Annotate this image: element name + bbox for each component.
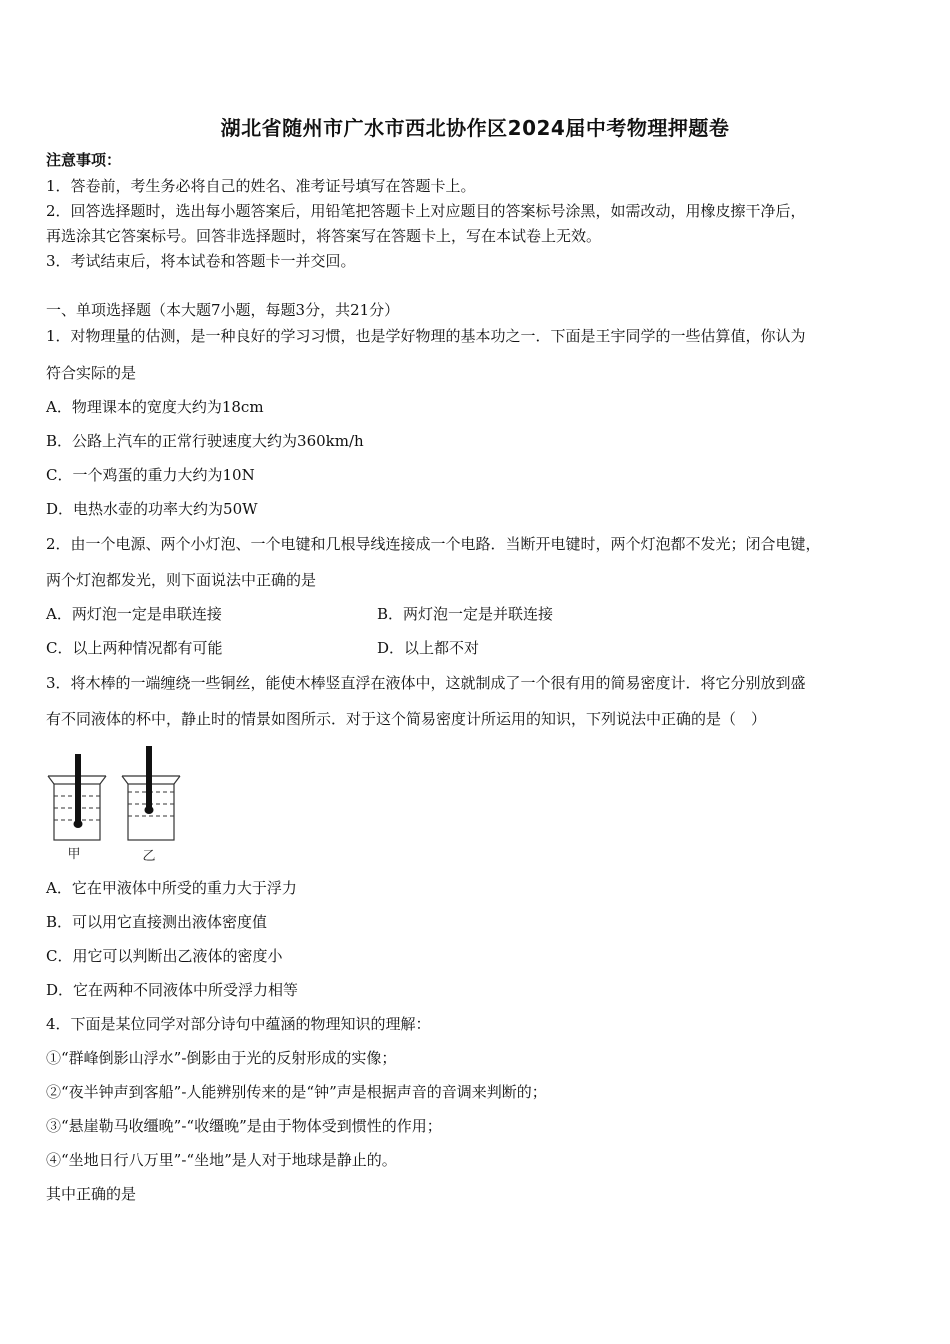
- q1-stem-line2: 符合实际的是: [46, 364, 137, 382]
- beaker-left: [48, 754, 106, 840]
- q4-item-1: ①“群峰倒影山浮水”-倒影由于光的反射形成的实像；: [46, 1049, 397, 1067]
- q2-stem-line1: 2．由一个电源、两个小灯泡、一个电键和几根导线连接成一个电路．当断开电键时，两个灯泡都不发光；闭合电键，: [46, 535, 821, 553]
- notice-item-1: 1．答卷前，考生务必将自己的姓名、准考证号填写在答题卡上。: [46, 177, 476, 195]
- q2-stem-line2: 两个灯泡都发光，则下面说法中正确的是: [46, 571, 317, 589]
- q4-item-4: ④“坐地日行八万里”-“坐地”是人对于地球是静止的。: [46, 1151, 397, 1169]
- q3-option-a: A．它在甲液体中所受的重力大于浮力: [46, 879, 297, 897]
- q2-option-b: B．两灯泡一定是并联连接: [377, 605, 554, 623]
- q3-stem-line2: 有不同液体的杯中，静止时的情景如图所示．对于这个简易密度计所运用的知识，下列说法中正确的是（ ）: [46, 710, 767, 728]
- page-title: 湖北省随州市广水市西北协作区2024届中考物理押题卷: [220, 116, 730, 140]
- q1-option-c: C．一个鸡蛋的重力大约为10N: [46, 466, 255, 484]
- q4-item-3: ③“悬崖勒马收缰晚”-“收缰晚”是由于物体受到惯性的作用；: [46, 1117, 442, 1135]
- q4-item-2: ②“夜半钟声到客船”-人能辨别传来的是“钟”声是根据声音的音调来判断的；: [46, 1083, 547, 1101]
- notice-heading: 注意事项：: [46, 151, 122, 169]
- q1-option-d: D．电热水壶的功率大约为50W: [46, 500, 258, 518]
- q2-option-a: A．两灯泡一定是串联连接: [46, 605, 222, 623]
- fig-label-jia: 甲: [67, 847, 81, 862]
- notice-item-2: 2．回答选择题时，选出每小题答案后，用铅笔把答题卡上对应题目的答案标号涂黑，如需改动，用橡皮擦干净后，: [46, 202, 806, 220]
- q1-option-b: B．公路上汽车的正常行驶速度大约为360km/h: [46, 432, 364, 450]
- fig-label-yi: 乙: [142, 849, 156, 864]
- q2-option-d: D．以上都不对: [377, 639, 480, 657]
- beaker-right: [122, 746, 180, 840]
- q3-option-d: D．它在两种不同液体中所受浮力相等: [46, 981, 299, 999]
- section-heading: 一、单项选择题（本大题7小题，每题3分，共21分）: [46, 301, 400, 319]
- q2-option-c: C．以上两种情况都有可能: [46, 639, 223, 657]
- q1-stem-line1: 1．对物理量的估测，是一种良好的学习习惯，也是学好物理的基本功之一．下面是王宇同学的一些估算值，你认为: [46, 327, 806, 345]
- notice-item-3: 3．考试结束后，将本试卷和答题卡一并交回。: [46, 252, 356, 270]
- q3-option-c: C．用它可以判断出乙液体的密度小: [46, 947, 283, 965]
- q3-stem-line1: 3．将木棒的一端缠绕一些铜丝，能使木棒竖直浮在液体中，这就制成了一个很有用的简易密度计．将它分别放到盛: [46, 674, 806, 692]
- q1-option-a: A．物理课本的宽度大约为18cm: [46, 398, 264, 416]
- notice-item-2-cont: 再选涂其它答案标号。回答非选择题时，将答案写在答题卡上，写在本试卷上无效。: [46, 227, 602, 245]
- density-meter-figure: [46, 744, 186, 866]
- q3-option-b: B．可以用它直接测出液体密度值: [46, 913, 268, 931]
- q4-tail: 其中正确的是: [46, 1185, 137, 1203]
- q4-stem: 4．下面是某位同学对部分诗句中蕴涵的物理知识的理解：: [46, 1015, 431, 1033]
